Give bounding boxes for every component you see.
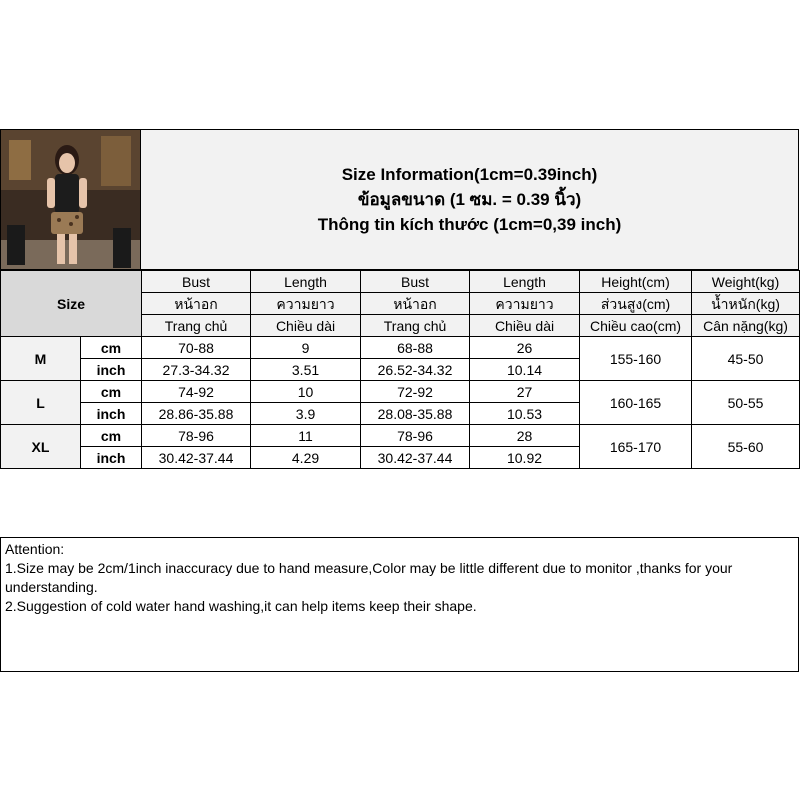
table-cell: 28.08-35.88 [361, 403, 470, 425]
unit-label: inch [81, 447, 142, 469]
col-height-vi: Chiều cao(cm) [580, 315, 692, 337]
col-length2-th: ความยาว [470, 293, 580, 315]
col-length2-en: Length [470, 271, 580, 293]
table-cell: 30.42-37.44 [361, 447, 470, 469]
table-cell: 28.86-35.88 [142, 403, 251, 425]
table-cell: 10 [251, 381, 361, 403]
height-cell: 160-165 [580, 381, 692, 425]
col-length-en: Length [251, 271, 361, 293]
unit-label: cm [81, 425, 142, 447]
col-height-en: Height(cm) [580, 271, 692, 293]
unit-label: cm [81, 381, 142, 403]
table-cell: 74-92 [142, 381, 251, 403]
col-length-vi: Chiều dài [251, 315, 361, 337]
model-photo-image [1, 130, 141, 270]
unit-label: inch [81, 403, 142, 425]
table-cell: 3.9 [251, 403, 361, 425]
title-thai: ข้อมูลขนาด (1 ซม. = 0.39 นิ้ว) [357, 190, 582, 209]
col-length-th: ความยาว [251, 293, 361, 315]
table-cell: 10.14 [470, 359, 580, 381]
table-cell: 9 [251, 337, 361, 359]
table-cell: 78-96 [361, 425, 470, 447]
col-bust2-th: หน้าอก [361, 293, 470, 315]
notes-line-1: 1.Size may be 2cm/1inch inaccuracy due to hand measure,Color may be little different due to monitor ,thanks for your understanding. [5, 560, 733, 595]
size-label: M [1, 337, 81, 381]
table-cell: 4.29 [251, 447, 361, 469]
col-bust2-en: Bust [361, 271, 470, 293]
size-table [0, 270, 800, 469]
col-bust-vi: Trang chủ [142, 315, 251, 337]
table-row [1, 381, 800, 403]
title-vietnamese: Thông tin kích thước (1cm=0,39 inch) [317, 215, 622, 234]
unit-label: cm [81, 337, 142, 359]
size-column-header: Size [1, 271, 142, 337]
attention-notes [0, 537, 799, 672]
table-cell: 27 [470, 381, 580, 403]
product-photo [0, 129, 141, 270]
col-bust2-vi: Trang chủ [361, 315, 470, 337]
col-bust-en: Bust [142, 271, 251, 293]
table-cell: 27.3-34.32 [142, 359, 251, 381]
header-row-en [1, 271, 800, 293]
unit-label: inch [81, 359, 142, 381]
table-row [1, 337, 800, 359]
size-label: XL [1, 425, 81, 469]
col-weight-th: น้ำหนัก(kg) [692, 293, 800, 315]
height-cell: 165-170 [580, 425, 692, 469]
notes-heading: Attention: [5, 541, 65, 557]
table-cell: 26 [470, 337, 580, 359]
height-cell: 155-160 [580, 337, 692, 381]
table-cell: 28 [470, 425, 580, 447]
table-cell: 11 [251, 425, 361, 447]
table-cell: 10.53 [470, 403, 580, 425]
title-english: Size Information(1cm=0.39inch) [341, 165, 598, 184]
table-cell: 26.52-34.32 [361, 359, 470, 381]
weight-cell: 55-60 [692, 425, 800, 469]
table-cell: 30.42-37.44 [142, 447, 251, 469]
col-weight-vi: Cân nặng(kg) [692, 315, 800, 337]
col-length2-vi: Chiều dài [470, 315, 580, 337]
table-cell: 3.51 [251, 359, 361, 381]
weight-cell: 50-55 [692, 381, 800, 425]
size-label: L [1, 381, 81, 425]
table-cell: 78-96 [142, 425, 251, 447]
weight-cell: 45-50 [692, 337, 800, 381]
notes-line-2: 2.Suggestion of cold water hand washing,it can help items keep their shape. [5, 598, 477, 614]
table-cell: 72-92 [361, 381, 470, 403]
col-bust-th: หน้าอก [142, 293, 251, 315]
table-cell: 70-88 [142, 337, 251, 359]
size-info-title [141, 129, 799, 270]
col-weight-en: Weight(kg) [692, 271, 800, 293]
table-cell: 10.92 [470, 447, 580, 469]
table-cell: 68-88 [361, 337, 470, 359]
col-height-th: ส่วนสูง(cm) [580, 293, 692, 315]
table-row [1, 425, 800, 447]
